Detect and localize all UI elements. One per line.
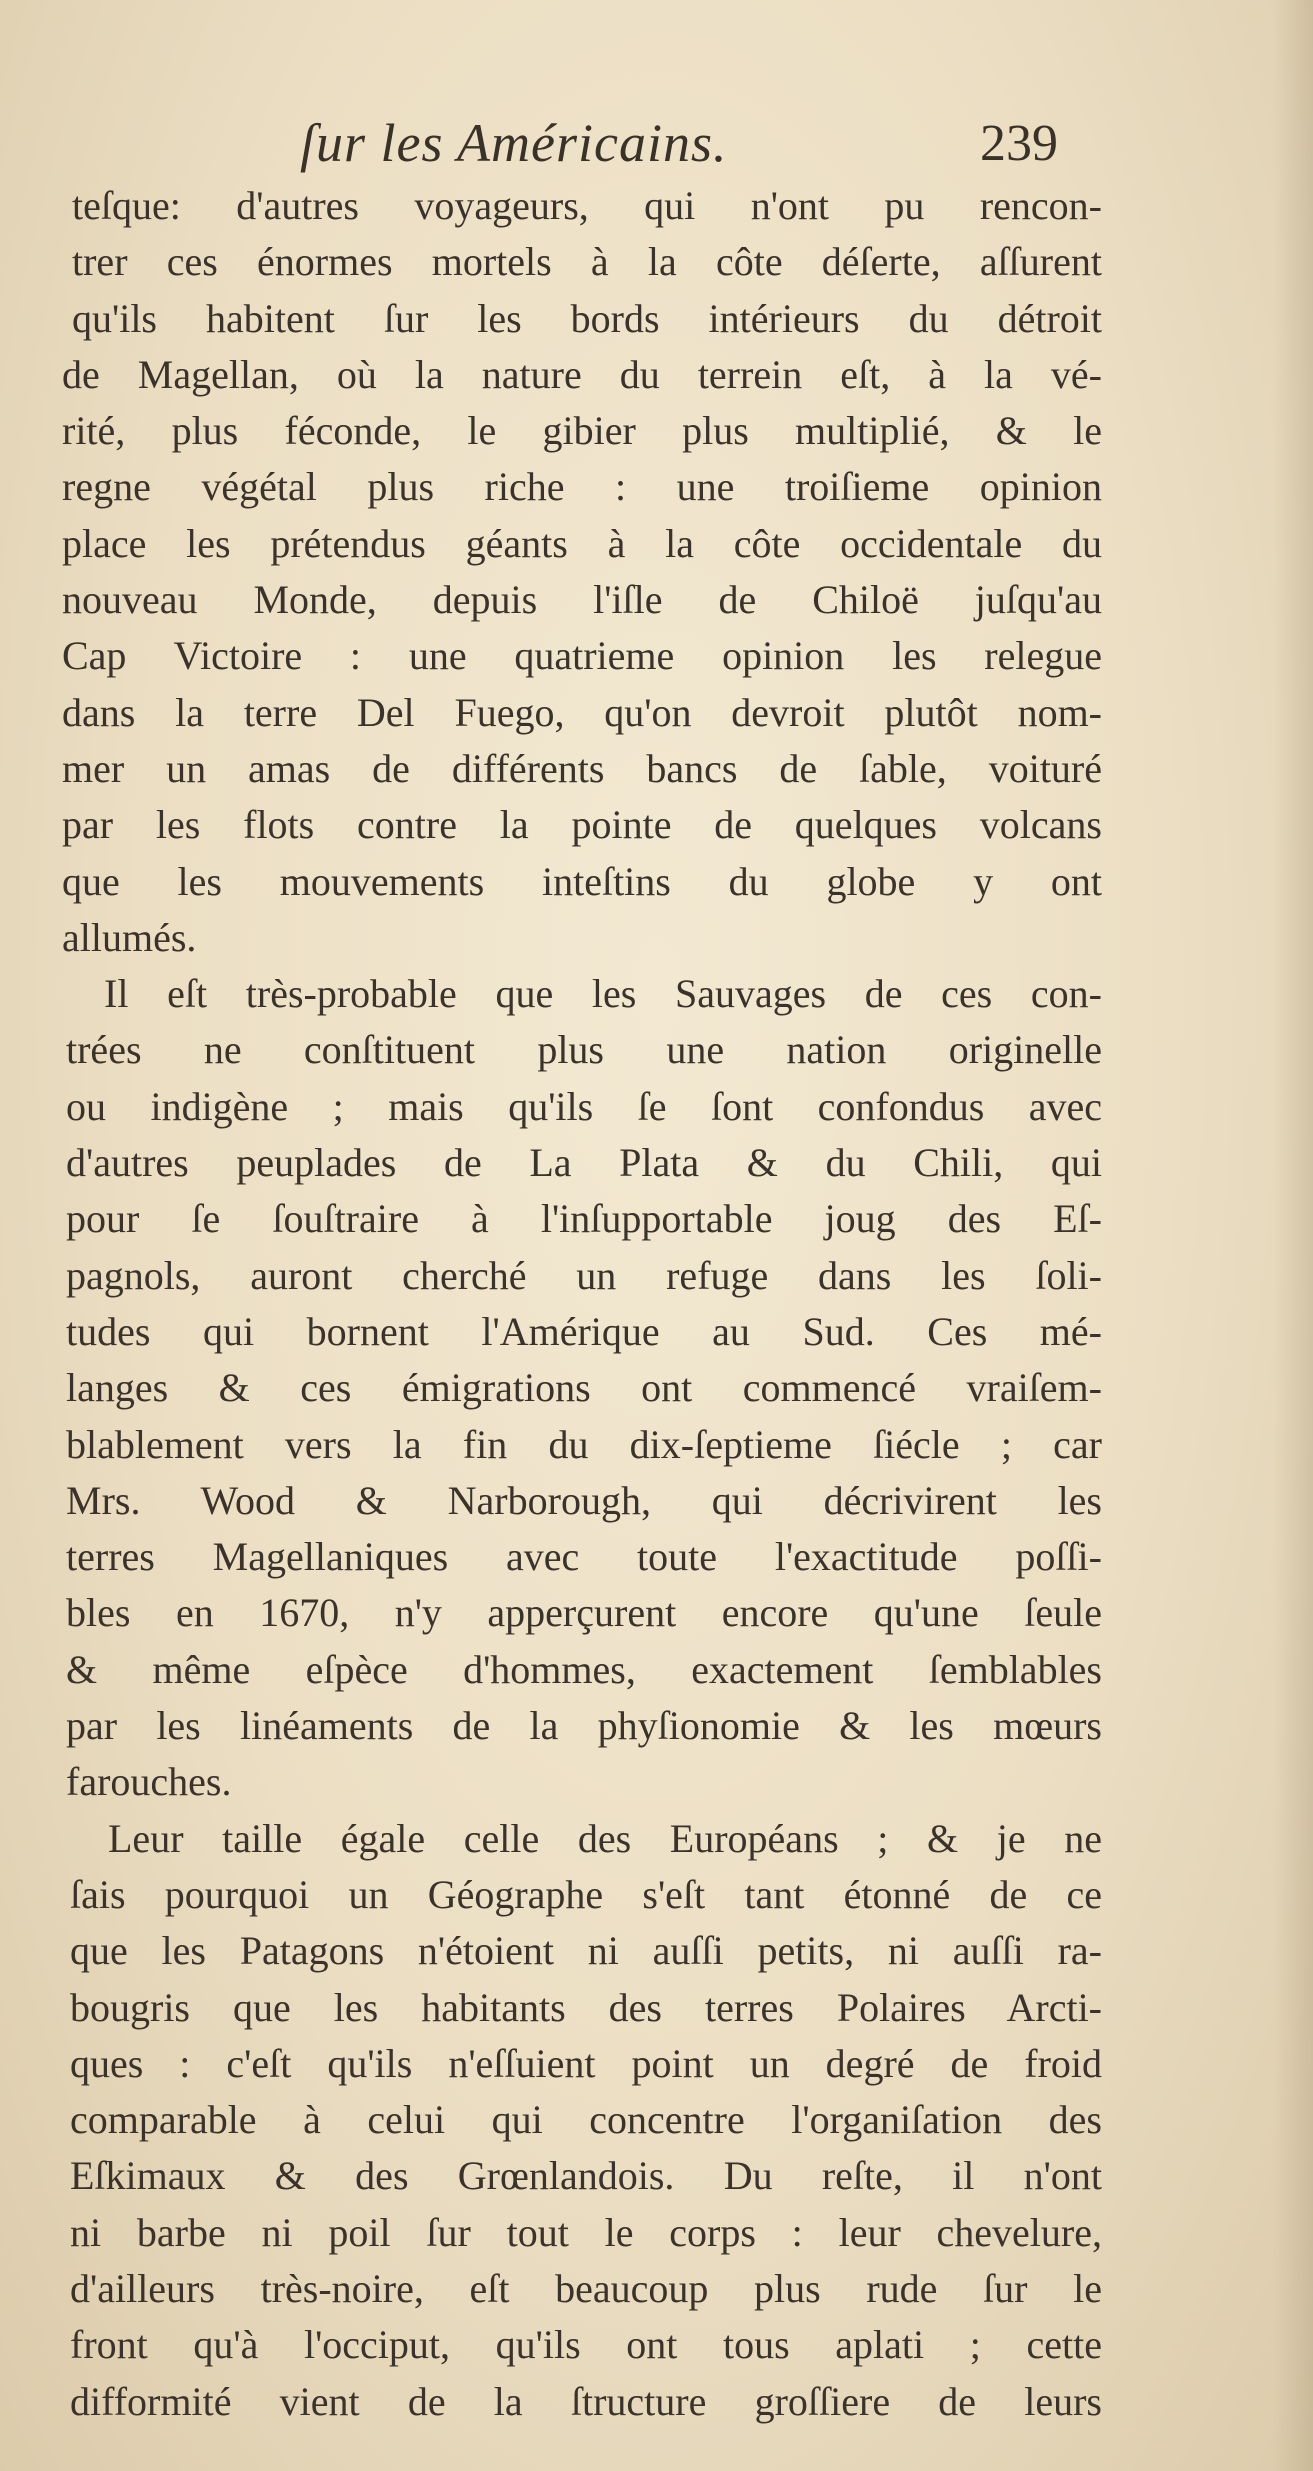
text-line: ni barbe ni poil ſur tout le corps : leur chevelure, <box>70 2209 1102 2255</box>
text-line: place les prétendus géants à la côte occidentale du <box>62 520 1102 566</box>
text-line: Leur taille égale celle des Européans ; & je ne <box>108 1815 1102 1861</box>
text-line: trées ne conſtituent plus une nation originelle <box>66 1027 1102 1073</box>
text-line: trer ces énormes mortels à la côte déſerte, aſſurent <box>72 239 1102 285</box>
text-line: rité, plus féconde, le gibier plus multiplié, & le <box>62 408 1102 454</box>
text-line: allumés. <box>62 914 197 960</box>
text-line: d'autres peuplades de La Plata & du Chili, qui <box>66 1140 1102 1186</box>
text-line: pour ſe ſouſtraire à l'inſupportable joug des Eſ- <box>66 1196 1102 1242</box>
text-line: Eſkimaux & des Grœnlandois. Du reſte, il n'ont <box>70 2153 1102 2199</box>
text-line: difformité vient de la ſtructure groſſiere de leurs <box>70 2378 1102 2424</box>
body-text <box>42 178 1102 2430</box>
text-line: Cap Victoire : une quatrieme opinion les relegue <box>62 633 1102 679</box>
text-line: pagnols, auront cherché un refuge dans les ſoli- <box>66 1252 1102 1298</box>
text-line: & même eſpèce d'hommes, exactement ſemblables <box>66 1646 1102 1692</box>
text-line: blablement vers la fin du dix-ſeptieme ſiécle ; car <box>66 1421 1102 1467</box>
text-line: par les flots contre la pointe de quelques volcans <box>62 802 1102 848</box>
text-line: d'ailleurs très-noire, eſt beaucoup plus rude ſur le <box>70 2265 1102 2311</box>
text-line: nouveau Monde, depuis l'iſle de Chiloë juſqu'au <box>62 577 1102 623</box>
text-line: ſais pourquoi un Géographe s'eſt tant étonné de ce <box>70 1871 1102 1917</box>
text-line: par les linéaments de la phyſionomie & les mœurs <box>66 1703 1102 1749</box>
text-line: Il eſt très-probable que les Sauvages de ces con- <box>104 971 1102 1017</box>
text-line: bles en 1670, n'y apperçurent encore qu'une ſeule <box>66 1590 1102 1636</box>
text-line: terres Magellaniques avec toute l'exactitude poſſi- <box>66 1534 1102 1580</box>
text-line: farouches. <box>66 1759 232 1805</box>
page-edge-shadow <box>1273 0 1313 2471</box>
text-line: bougris que les habitants des terres Polaires Arcti- <box>70 1984 1102 2030</box>
text-line: ou indigène ; mais qu'ils ſe ſont confondus avec <box>66 1083 1102 1129</box>
text-line: que les mouvements inteſtins du globe y ont <box>62 858 1102 904</box>
text-line: front qu'à l'occiput, qu'ils ont tous aplati ; cette <box>70 2322 1102 2368</box>
text-line: dans la terre Del Fuego, qu'on devroit plutôt nom- <box>62 689 1102 735</box>
text-line: teſque: d'autres voyageurs, qui n'ont pu rencon- <box>72 183 1102 228</box>
text-line: tudes qui bornent l'Amérique au Sud. Ces mé- <box>66 1308 1102 1354</box>
text-line: langes & ces émigrations ont commencé vraiſem- <box>66 1365 1102 1411</box>
text-line: ques : c'eſt qu'ils n'eſſuient point un degré de froid <box>70 2040 1102 2086</box>
text-line: qu'ils habitent ſur les bords intérieurs du détroit <box>72 295 1102 341</box>
text-line: Mrs. Wood & Narborough, qui décrivirent les <box>66 1477 1102 1523</box>
text-line: de Magellan, où la nature du terrein eſt, à la vé- <box>62 351 1102 397</box>
text-line: mer un amas de différents bancs de ſable, voituré <box>62 745 1102 791</box>
text-line: regne végétal plus riche : une troiſieme opinion <box>62 464 1102 510</box>
text-line: comparable à celui qui concentre l'organiſation des <box>70 2097 1102 2143</box>
page-number: 239 <box>980 115 1058 172</box>
text-line: que les Patagons n'étoient ni auſſi petits, ni auſſi ra- <box>70 1928 1102 1974</box>
running-title: ſur les Américains. <box>300 113 728 173</box>
page-header <box>0 112 1313 182</box>
